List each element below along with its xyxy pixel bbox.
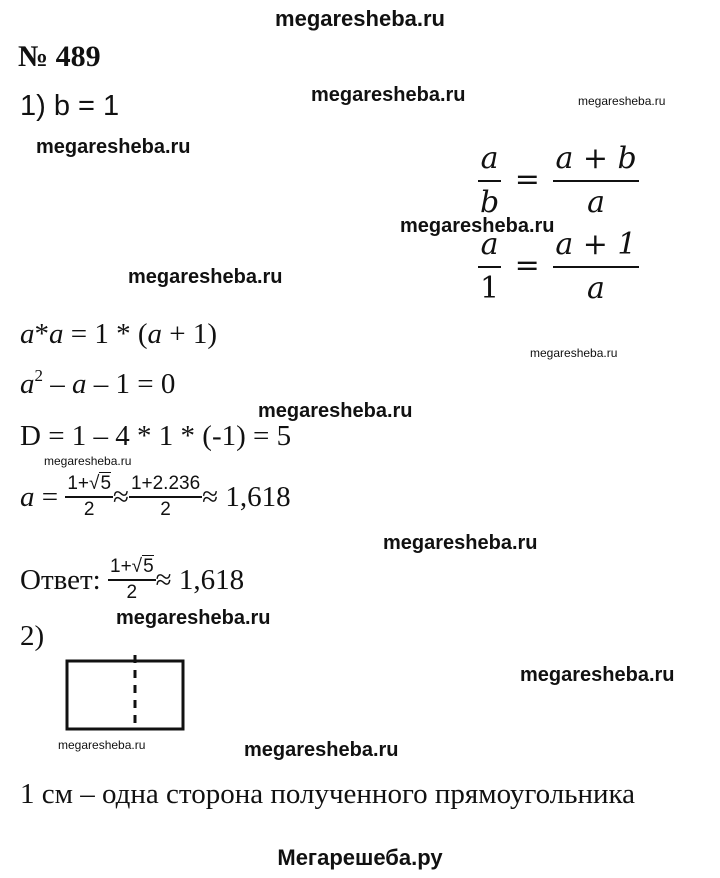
watermark: megaresheba.ru xyxy=(311,84,466,106)
answer-line xyxy=(20,555,244,605)
watermark: megaresheba.ru xyxy=(36,136,191,158)
equals-sign: = xyxy=(514,162,540,197)
exponent: 2 xyxy=(34,366,43,385)
conclusion-text: 1 см – одна сторона полученного прямоугольника xyxy=(20,778,636,810)
site-footer: Мегарешеба.ру xyxy=(277,845,443,870)
fraction-denominator: 2 xyxy=(65,496,113,522)
watermark: megaresheba.ru xyxy=(520,664,675,686)
equation-text: – 1 = 0 xyxy=(86,368,176,400)
fraction-numerator: a + b xyxy=(555,141,637,176)
fraction-a-plus-b-over-a xyxy=(553,138,638,224)
radicand: 5 xyxy=(143,556,154,577)
fraction-denominator: 1 xyxy=(478,266,501,310)
approx-value: ≈ 1,618 xyxy=(202,481,291,513)
answer-value: ≈ 1,618 xyxy=(155,564,245,596)
equation-line-2 xyxy=(20,368,175,401)
answer-fraction xyxy=(108,555,156,605)
equation-text: + 1) xyxy=(162,318,218,350)
fraction-numerator: a + 1 xyxy=(555,227,637,262)
equals-sign: = xyxy=(514,248,540,283)
watermark: megaresheba.ru xyxy=(58,738,146,752)
part1-label: 1) b = 1 xyxy=(20,90,120,122)
watermark: megaresheba.ru xyxy=(244,739,399,761)
fraction-numerator: 1+2.236 xyxy=(130,473,201,494)
watermark: megaresheba.ru xyxy=(530,346,618,360)
fraction-denominator: b xyxy=(478,180,501,224)
equation-proportion-general xyxy=(478,138,639,224)
fraction-a-plus-1-over-a xyxy=(553,224,638,310)
part2-label: 2) xyxy=(20,620,45,652)
var-a: a xyxy=(20,368,35,400)
discriminant-line: D = 1 – 4 * 1 * (-1) = 5 xyxy=(20,420,292,452)
fraction-decimal xyxy=(129,472,202,522)
fraction-numerator xyxy=(108,555,156,579)
fraction-denominator: a xyxy=(553,266,638,310)
fraction-numerator xyxy=(65,472,113,496)
fraction-denominator: 2 xyxy=(108,579,156,605)
radicand: 5 xyxy=(100,473,112,494)
var-a: a xyxy=(20,318,35,350)
equation-text: = 1 * ( xyxy=(63,318,148,350)
fraction-denominator: 2 xyxy=(129,496,202,522)
watermark: megaresheba.ru xyxy=(44,454,132,468)
site-header: megaresheba.ru xyxy=(275,6,445,31)
fraction-numerator: a xyxy=(480,141,499,176)
watermark: megaresheba.ru xyxy=(383,532,538,554)
approx-sign: ≈ xyxy=(113,481,129,513)
multiply-sign: * xyxy=(34,318,49,350)
outer-rectangle xyxy=(67,661,183,729)
numerator-text: 1+√ xyxy=(67,473,100,494)
fraction-denominator: a xyxy=(553,180,638,224)
var-a: a xyxy=(20,481,35,513)
fraction-a-over-b xyxy=(478,138,501,224)
root-line xyxy=(20,472,291,522)
fraction-numerator: a xyxy=(480,227,499,262)
var-a: a xyxy=(72,368,87,400)
fraction-golden-ratio xyxy=(65,472,113,522)
watermark: megaresheba.ru xyxy=(128,266,283,288)
watermark: megaresheba.ru xyxy=(578,94,666,108)
var-a: a xyxy=(49,318,64,350)
equation-line-1 xyxy=(20,318,217,351)
watermark: megaresheba.ru xyxy=(116,607,271,629)
var-a: a xyxy=(147,318,163,350)
problem-number: № 489 xyxy=(18,40,101,73)
rectangle-diagram xyxy=(60,652,190,734)
equation-text: – xyxy=(43,368,72,400)
equals-sign: = xyxy=(34,481,66,513)
watermark: megaresheba.ru xyxy=(400,215,555,237)
numerator-text: 1+√ xyxy=(110,556,143,577)
watermark: megaresheba.ru xyxy=(258,400,413,422)
answer-label: Ответ: xyxy=(20,564,108,596)
